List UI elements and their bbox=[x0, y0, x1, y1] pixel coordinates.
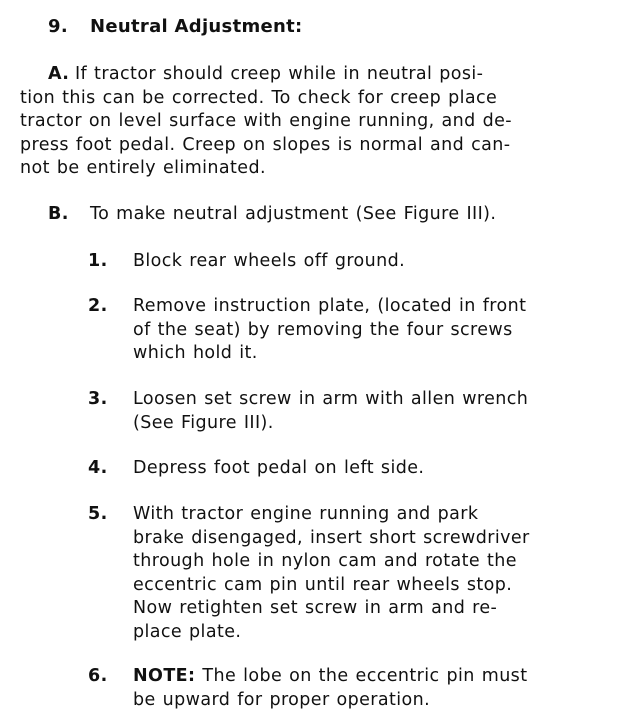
step-number: 6. bbox=[88, 666, 108, 686]
paragraph-a-line: not be entirely eliminated. bbox=[20, 158, 266, 178]
step-number: 5. bbox=[88, 504, 108, 524]
step-text: NOTE: The lobe on the eccentric pin must be upward for proper operation. bbox=[133, 666, 528, 710]
paragraph-a bbox=[20, 63, 568, 181]
step-text: Block rear wheels off ground. bbox=[133, 251, 406, 271]
paragraph-a-line: press foot pedal. Creep on slopes is normal and can- bbox=[20, 134, 511, 155]
paragraph-b-text: To make neutral adjustment (See Figure III). bbox=[90, 204, 497, 224]
step-text: With tractor engine running and park brake disengaged, insert short screwdriver through hole in nylon cam and rotate the eccentric cam pin until rear wheels stop. Now retighten set screw in arm and re- place plate. bbox=[133, 504, 530, 642]
step-text: Loosen set screw in arm with allen wrench (See Figure III). bbox=[133, 389, 529, 433]
step-number: 4. bbox=[88, 458, 108, 478]
step-text: Remove instruction plate, (located in front of the seat) by removing the four screws which hold it. bbox=[133, 296, 527, 363]
section-title: Neutral Adjustment: bbox=[90, 16, 303, 37]
section-heading bbox=[48, 16, 303, 37]
step-text: Depress foot pedal on left side. bbox=[133, 458, 425, 478]
note-label: NOTE: bbox=[133, 666, 196, 686]
paragraph-a-line: A. If tractor should creep while in neutral posi- bbox=[20, 63, 568, 87]
paragraph-a-line: tractor on level surface with engine running, and de- bbox=[20, 111, 512, 131]
paragraph-b bbox=[48, 203, 568, 227]
step-number: 2. bbox=[88, 296, 108, 316]
step-number: 3. bbox=[88, 389, 108, 409]
paragraph-b-label: B. bbox=[48, 204, 69, 224]
paragraph-a-label: A. bbox=[48, 64, 70, 84]
paragraph-a-line: tion this can be corrected. To check for creep place bbox=[20, 87, 498, 108]
step-number: 1. bbox=[88, 251, 108, 271]
section-number: 9. bbox=[48, 16, 68, 37]
